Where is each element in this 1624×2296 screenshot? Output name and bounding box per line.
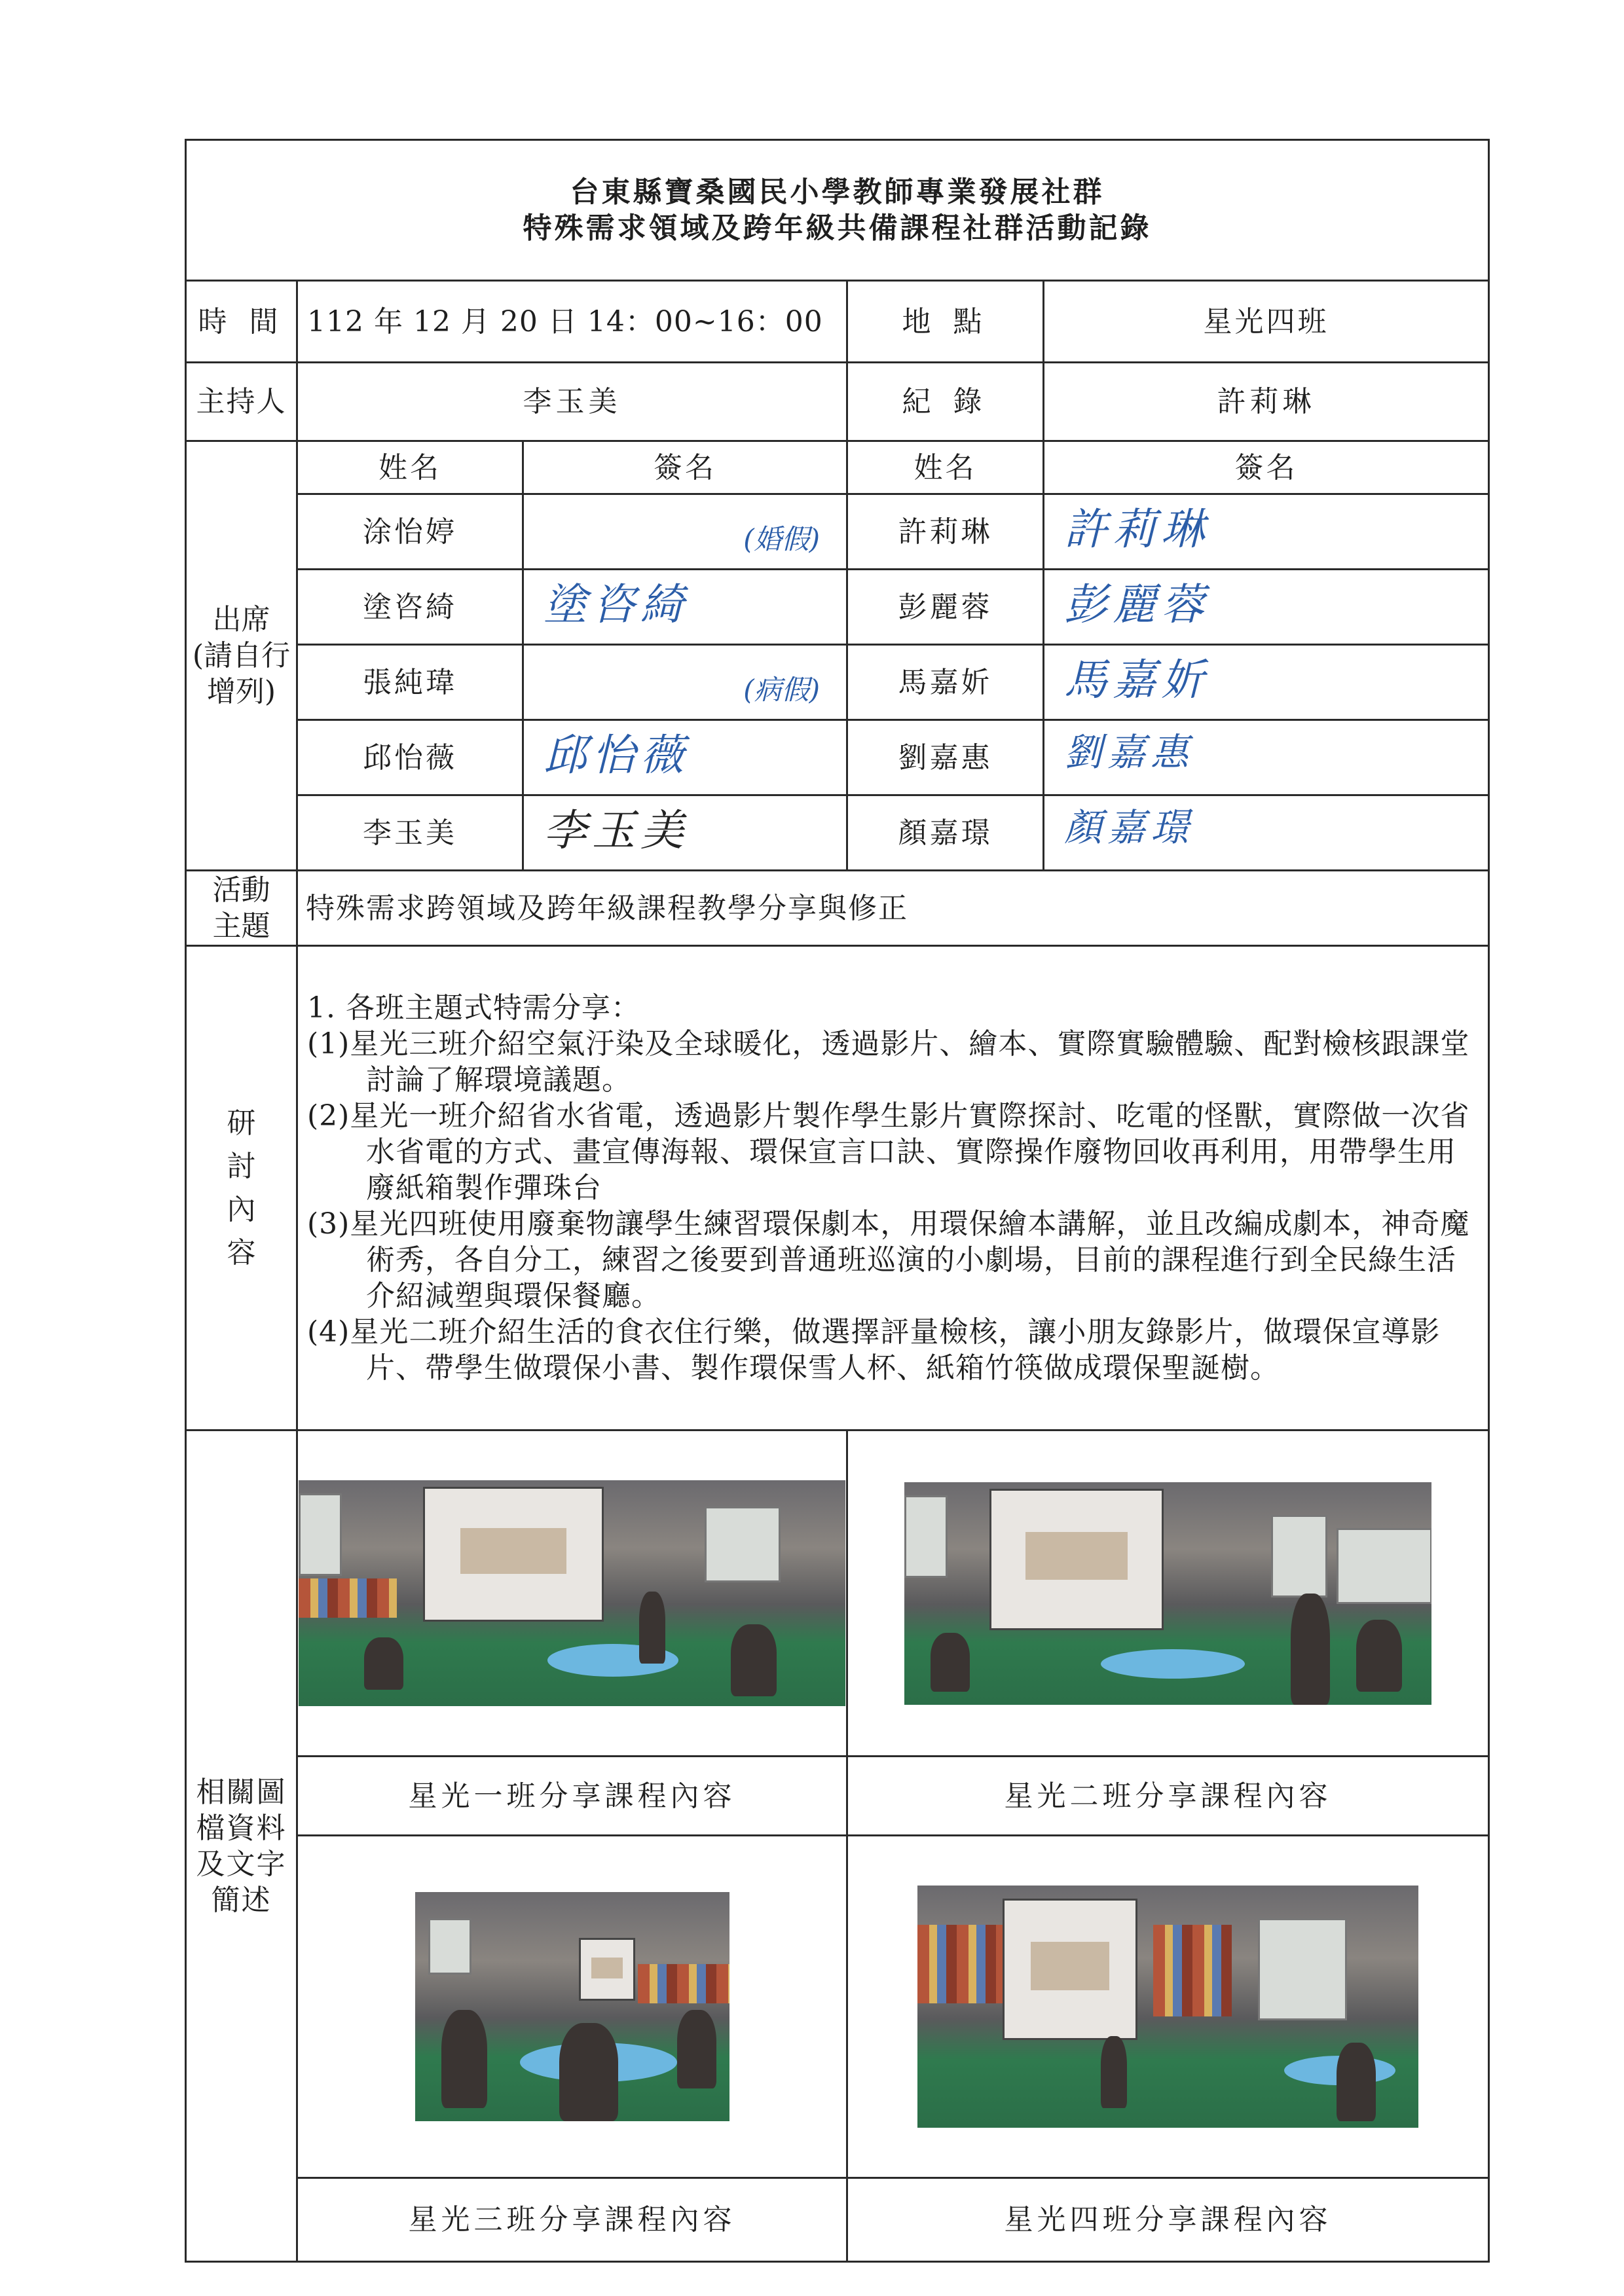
recorder-label: 紀 錄 (847, 363, 1044, 441)
attendee-name: 邱怡薇 (297, 720, 523, 795)
discussion-label (186, 946, 297, 1430)
attendance-row (186, 795, 1489, 871)
time-label: 時 間 (186, 281, 297, 363)
handwritten-signature: 彭麗蓉 (1064, 579, 1209, 630)
discussion-item: (2)星光一班介紹省水省電，透過影片製作學生影片實際探討、吃電的怪獸，實際做一次省水省電的方式、畫宣傳海報、環保宣言口訣、實際操作廢物回收再利用，用帶學生用廢紙箱製作彈珠台 (307, 1099, 1470, 1205)
signature-cell (523, 645, 847, 720)
place-value: 星光四班 (1044, 281, 1489, 363)
attendee-name: 張純瑋 (297, 645, 523, 720)
photo-cell (297, 1836, 847, 2178)
photo-cell (847, 1430, 1489, 1757)
photo-caption: 星光四班分享課程內容 (847, 2178, 1489, 2262)
handwritten-signature: 劉嘉惠 (1064, 730, 1194, 774)
photos-label (186, 1430, 297, 2262)
theme-label (186, 871, 297, 946)
photos-label-4: 簡述 (211, 1883, 272, 1917)
discussion-item: (4)星光二班介紹生活的食衣住行樂，做選擇評量檢核，讓小朋友錄影片，做環保宣導影片、帶學生做環保小書、製作環保雪人杯、紙箱竹筷做成環保聖誕樹。 (307, 1315, 1441, 1385)
name-header-left: 姓名 (297, 441, 523, 494)
signature-cell (1044, 645, 1489, 720)
signature-cell (1044, 795, 1489, 871)
classroom-photo (415, 1892, 729, 2121)
photos-label-3: 及文字 (196, 1847, 287, 1881)
signature-cell (1044, 570, 1489, 645)
signature-cell (523, 720, 847, 795)
attendee-name: 涂怡婷 (297, 494, 523, 570)
discussion-label-char: 研 (227, 1106, 256, 1140)
photo-caption: 星光三班分享課程內容 (297, 2178, 847, 2262)
title-line-1: 台東縣寶桑國民小學教師專業發展社群 (570, 175, 1105, 209)
photo-cell (847, 1836, 1489, 2178)
signature-cell (1044, 720, 1489, 795)
form-title (186, 140, 1489, 281)
handwritten-signature: 馬嘉妡 (1064, 655, 1209, 705)
activity-record-form (185, 139, 1490, 2263)
handwritten-signature: 李玉美 (544, 805, 689, 856)
photos-label-2: 檔資料 (196, 1811, 287, 1845)
attendance-row (186, 645, 1489, 720)
classroom-photo (299, 1480, 845, 1706)
discussion-content (297, 946, 1489, 1430)
discussion-label-char: 討 (227, 1149, 256, 1183)
attendance-label-1: 出席 (212, 603, 270, 636)
name-header-right: 姓名 (847, 441, 1044, 494)
photos-label-1: 相關圖 (196, 1775, 287, 1809)
theme-label-2: 主題 (212, 909, 270, 943)
leave-note: (婚假) (743, 522, 820, 555)
attendee-name: 馬嘉妡 (847, 645, 1044, 720)
attendee-name: 彭麗蓉 (847, 570, 1044, 645)
place-label: 地 點 (847, 281, 1044, 363)
photo-caption: 星光二班分享課程內容 (847, 1757, 1489, 1836)
attendee-name: 許莉琳 (847, 494, 1044, 570)
discussion-item: (3)星光四班使用廢棄物讓學生練習環保劇本，用環保繪本講解，並且改編成劇本，神奇魔術秀，各自分工，練習之後要到普通班巡演的小劇場，目前的課程進行到全民綠生活介紹減塑與環保餐廳。 (307, 1207, 1470, 1313)
photo-cell (297, 1430, 847, 1757)
photo-caption: 星光一班分享課程內容 (297, 1757, 847, 1836)
time-value: 112 年 12 月 20 日 14：00~16：00 (297, 281, 847, 363)
attendee-name: 顏嘉璟 (847, 795, 1044, 871)
discussion-label-char: 內 (227, 1192, 256, 1226)
handwritten-signature: 許莉琳 (1064, 504, 1209, 555)
sign-header-right: 簽名 (1044, 441, 1489, 494)
attendee-name: 劉嘉惠 (847, 720, 1044, 795)
recorder-value: 許莉琳 (1044, 363, 1489, 441)
sign-header-left: 簽名 (523, 441, 847, 494)
theme-value: 特殊需求跨領域及跨年級課程教學分享與修正 (297, 871, 1489, 946)
attendee-name: 李玉美 (297, 795, 523, 871)
host-value: 李玉美 (297, 363, 847, 441)
signature-cell (523, 494, 847, 570)
theme-label-1: 活動 (212, 873, 270, 907)
attendee-name: 塗咨綺 (297, 570, 523, 645)
handwritten-signature: 塗咨綺 (544, 579, 689, 630)
signature-cell (1044, 494, 1489, 570)
handwritten-signature: 顏嘉璟 (1064, 805, 1194, 850)
attendance-label-2: (請自行 (192, 639, 291, 672)
attendance-row (186, 720, 1489, 795)
attendance-row (186, 494, 1489, 570)
host-label: 主持人 (186, 363, 297, 441)
leave-note: (病假) (743, 673, 820, 706)
attendance-label (186, 441, 297, 871)
classroom-photo (917, 1886, 1418, 2128)
discussion-label-char: 容 (227, 1235, 256, 1269)
signature-cell (523, 570, 847, 645)
attendance-row (186, 570, 1489, 645)
discussion-heading: 1. 各班主題式特需分享： (307, 991, 640, 1025)
signature-cell (523, 795, 847, 871)
classroom-photo (904, 1482, 1431, 1705)
title-line-2: 特殊需求領域及跨年級共備課程社群活動記錄 (523, 211, 1152, 245)
handwritten-signature: 邱怡薇 (544, 730, 689, 780)
discussion-item: (1)星光三班介紹空氣汙染及全球暖化，透過影片、繪本、實際實驗體驗、配對檢核跟課堂討論了解環境議題。 (307, 1027, 1470, 1097)
attendance-label-3: 增列) (206, 675, 276, 708)
